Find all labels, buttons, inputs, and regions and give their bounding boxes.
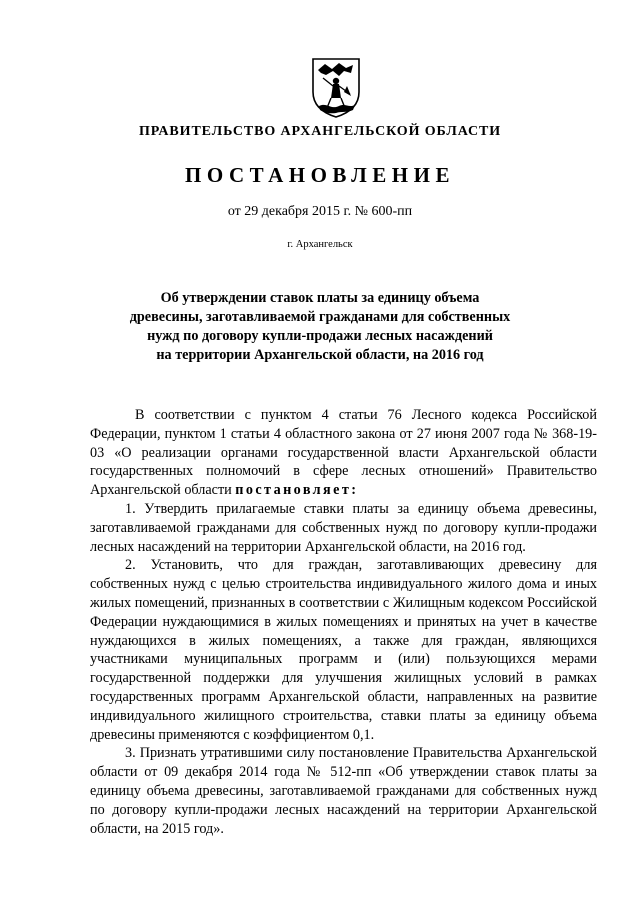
title-line: Об утверждении ставок платы за единицу объема <box>160 290 480 306</box>
coat-of-arms-icon <box>309 56 363 118</box>
document-body <box>90 406 597 838</box>
resolves-colon: : <box>351 482 356 499</box>
title-line: древесины, заготавливаемой гражданами для собственных <box>129 309 511 325</box>
document-date-number: от 29 декабря 2015 г. № 600-пп <box>227 204 413 219</box>
organization-name: ПРАВИТЕЛЬСТВО АРХАНГЕЛЬСКОЙ ОБЛАСТИ <box>138 124 502 139</box>
item-paragraph-1: 1. Утвердить прилагаемые ставки платы за единицу объема древесины, заготавливаемой гражданами для собственных нужд по договору купли-продажи лесных насаждений на территории Архангельской области, на 2016 год. <box>90 500 597 555</box>
preamble-paragraph <box>90 406 597 500</box>
document-title <box>100 289 540 365</box>
preamble-text: В соответствии с пунктом 4 статьи 76 Лесного кодекса Российской Федерации, пунктом 1 статьи 4 областного закона от 27 июня 2007 года № 368-19-03 «О реализации органами государственной власти Архангельской области государственных полномочий в сфере лесных отношений» Правительство Архангельской области <box>90 407 597 499</box>
resolves-word: постановляет <box>235 482 352 499</box>
item-paragraph-2: 2. Установить, что для граждан, заготавливающих древесину для собственных нужд с целью строительства индивидуального жилого дома и иных жилых помещений, признанных в соответствии с Жилищным кодексом Российской Федерации нуждающимися в жилых помещениях и принятых на учет в качестве нуждающихся в жилых помещениях, а также для граждан, являющихся участниками муниципальных программ и (или) пользующихся мерами государственной поддержки для улучшения жилищных условий в рамках государственных программ Архангельской области, направленных на развитие индивидуального жилищного строительства, ставки платы за единицу объема древесины применяются с коэффициентом 0,1. <box>90 557 597 743</box>
document-city: г. Архангельск <box>287 239 353 250</box>
title-line: на территории Архангельской области, на 2016 год <box>156 347 484 363</box>
title-line: нужд по договору купли-продажи лесных насаждений <box>147 328 493 344</box>
document-type: ПОСТАНОВЛЕНИЕ <box>185 163 455 187</box>
item-paragraph-3: 3. Признать утратившими силу постановление Правительства Архангельской области от 09 декабря 2014 года № 512-пп «Об утверждении ставок платы за единицу объема древесины, заготавливаемой гражданами для собственных нужд по договору купли-продажи лесных насаждений на территории Архангельской области, на 2015 год». <box>90 745 597 837</box>
